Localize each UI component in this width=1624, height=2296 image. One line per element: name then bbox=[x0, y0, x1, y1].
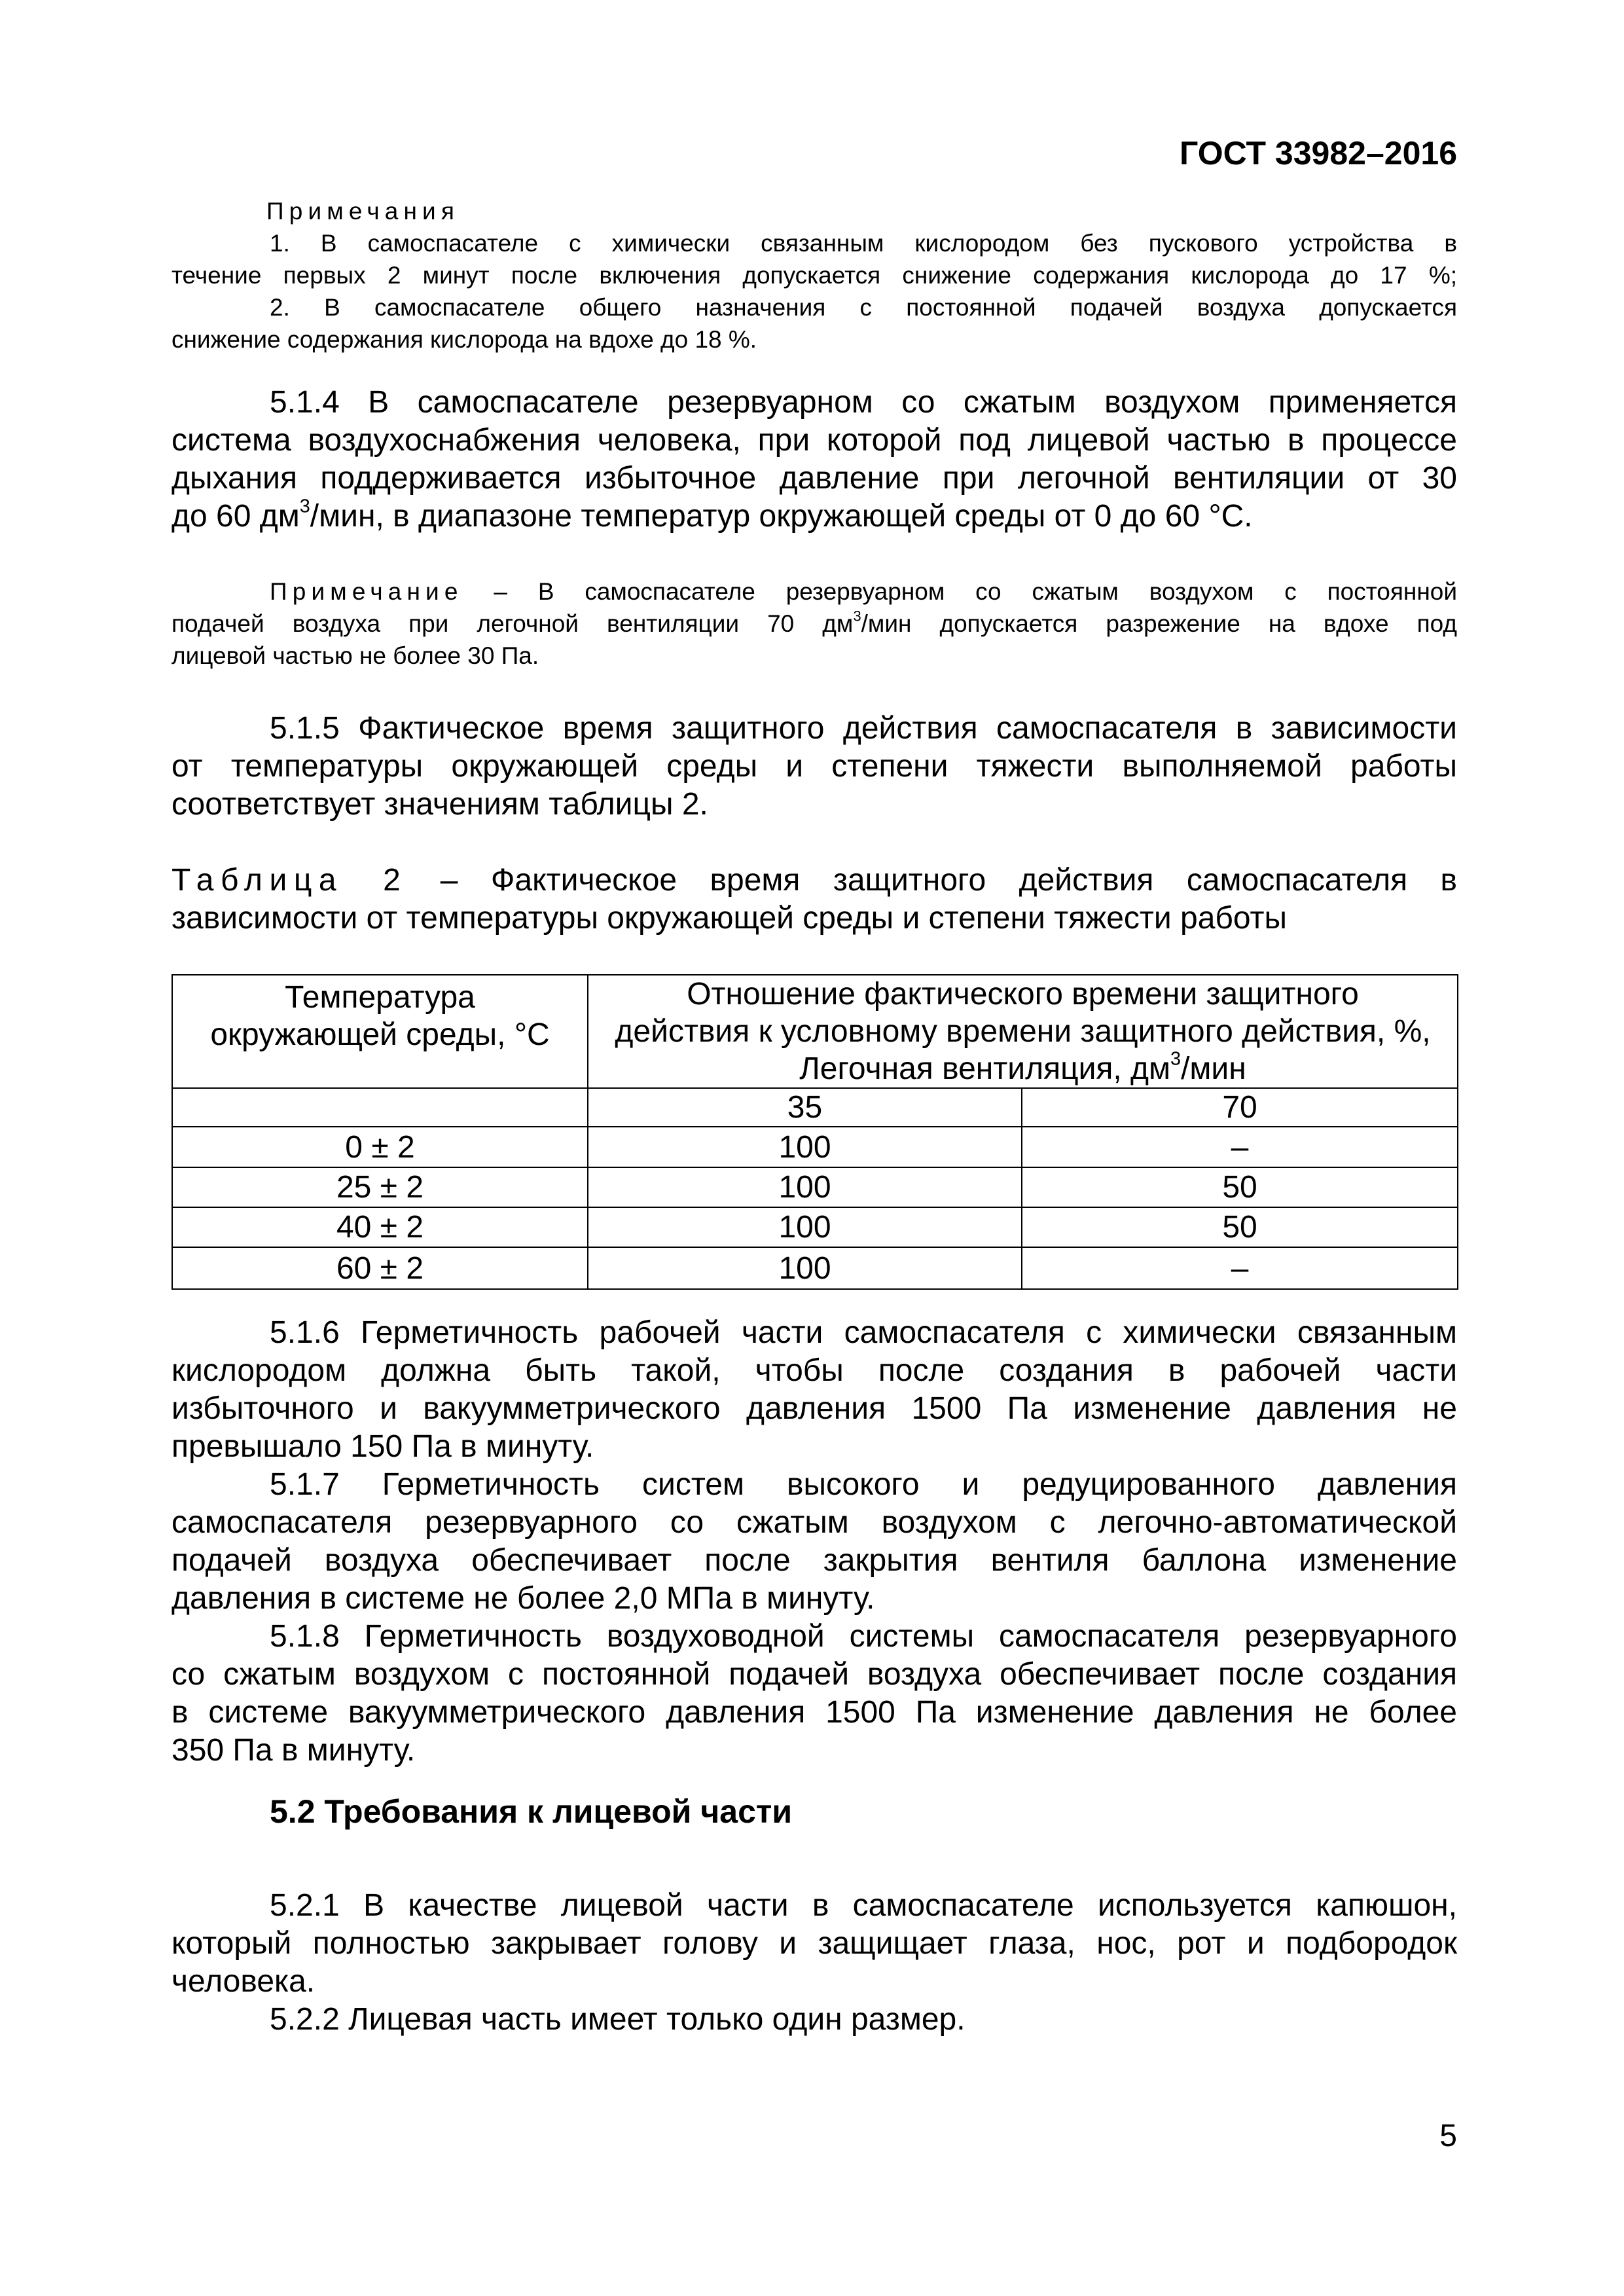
note2-line-2: подачей воздуха при легочной вентиляции 70 $дм^3$/мин допускается разрежение на вдохе под bbox=[171, 608, 1457, 637]
ratio-group-header: Отношение фактического времени защитного действия к условному времени защитного действия, %, Легочная вентиляция, $дм^3$/мин bbox=[588, 975, 1458, 1088]
table-2 bbox=[171, 974, 1458, 1290]
empty-cell bbox=[172, 1088, 588, 1127]
p521-line-3: человека. bbox=[171, 1964, 316, 1999]
value-70-cell: – bbox=[1022, 1127, 1458, 1167]
value-70-cell: – bbox=[1022, 1247, 1458, 1289]
note2-line-1: Примечание – В самоспасателе резервуарном со сжатым воздухом с постоянной bbox=[270, 578, 1457, 605]
paragraphs-5-1-6-to-5-1-8 bbox=[171, 1314, 1457, 1770]
value-70-cell: 50 bbox=[1022, 1167, 1458, 1207]
table-row bbox=[172, 1127, 1458, 1167]
p517-line-1: 5.1.7 Герметичность систем высокого и редуцированного давления bbox=[270, 1467, 1457, 1502]
p518-line-4: 350 Па в минуту. bbox=[171, 1733, 416, 1768]
table-header-row bbox=[172, 975, 1458, 1088]
p514-line-1: 5.1.4 В самоспасателе резервуарном со сжатым воздухом применяется bbox=[270, 385, 1457, 420]
note-2-line-2: снижение содержания кислорода на вдохе до 18 %. bbox=[171, 326, 757, 353]
p516-line-3: избыточного и вакуумметрического давления 1500 Па изменение давления не bbox=[171, 1391, 1457, 1426]
value-35-cell: 100 bbox=[588, 1127, 1022, 1167]
col-temperature-header: Температура окружающей среды, °С bbox=[172, 975, 588, 1088]
note2-line-3: лицевой частью не более 30 Па. bbox=[171, 642, 539, 669]
p522-line: 5.2.2 Лицевая часть имеет только один размер. bbox=[270, 2002, 965, 2037]
note-block-2 bbox=[171, 575, 1457, 672]
p516-line-4: превышало 150 Па в минуту. bbox=[171, 1429, 594, 1464]
p515-line-3: соответствует значениям таблицы 2. bbox=[171, 787, 708, 822]
document-code-header: ГОСТ 33982–2016 bbox=[1180, 135, 1457, 172]
temp-cell: 60 ± 2 bbox=[172, 1247, 588, 1289]
p516-line-1: 5.1.6 Герметичность рабочей части самоспасателя с химически связанным bbox=[270, 1315, 1457, 1350]
note-1-line-1: 1. В самоспасателе с химически связанным кислородом без пускового устройства в bbox=[270, 230, 1457, 257]
temp-cell: 25 ± 2 bbox=[172, 1167, 588, 1207]
p514-line-4: до 60 $дм^3$/мин, в диапазоне температур окружающей среды от 0 до 60 °С. bbox=[171, 496, 1253, 534]
p521-line-2: который полностью закрывает голову и защищает глаза, нос, рот и подбородок bbox=[171, 1926, 1457, 1961]
table-row bbox=[172, 1247, 1458, 1289]
caption-label: Таблица 2 bbox=[171, 863, 408, 898]
value-35-cell: 100 bbox=[588, 1207, 1022, 1247]
subheader-35: 35 bbox=[588, 1088, 1022, 1127]
paragraph-5-1-5 bbox=[171, 710, 1457, 824]
value-70-cell: 50 bbox=[1022, 1207, 1458, 1247]
note-1-line-2: течение первых 2 минут после включения допускается снижение содержания кислорода до 17 %; bbox=[171, 262, 1457, 289]
temp-cell: 40 ± 2 bbox=[172, 1207, 588, 1247]
table-subheader-row bbox=[172, 1088, 1458, 1127]
p514-line-3: дыхания поддерживается избыточное давление при легочной вентиляции от 30 bbox=[171, 461, 1457, 496]
p515-line-1: 5.1.5 Фактическое время защитного действия самоспасателя в зависимости bbox=[270, 711, 1457, 746]
table-row bbox=[172, 1207, 1458, 1247]
p521-line-1: 5.2.1 В качестве лицевой части в самоспасателе используется капюшон, bbox=[270, 1888, 1457, 1923]
section-5-2-title: 5.2 Требования к лицевой части bbox=[270, 1793, 793, 1830]
caption-line-2: зависимости от температуры окружающей среды и степени тяжести работы bbox=[171, 901, 1288, 936]
p514-line-2: система воздухоснабжения человека, при которой под лицевой частью в процессе bbox=[171, 423, 1457, 458]
temp-cell: 0 ± 2 bbox=[172, 1127, 588, 1167]
p517-line-2: самоспасателя резервуарного со сжатым воздухом с легочно-автоматической bbox=[171, 1505, 1457, 1540]
notes-title: Примечания bbox=[266, 198, 460, 225]
note-2-line-1: 2. В самоспасателе общего назначения с постоянной подачей воздуха допускается bbox=[270, 294, 1457, 321]
p518-line-2: со сжатым воздухом с постоянной подачей воздуха обеспечивает после создания bbox=[171, 1657, 1457, 1692]
p518-line-1: 5.1.8 Герметичность воздуховодной системы самоспасателя резервуарного bbox=[270, 1619, 1457, 1654]
p515-line-2: от температуры окружающей среды и степени тяжести выполняемой работы bbox=[171, 749, 1457, 784]
section-5-2-body bbox=[171, 1887, 1457, 2039]
notes-block bbox=[171, 195, 1457, 355]
p517-line-3: подачей воздуха обеспечивает после закрытия вентиля баллона изменение bbox=[171, 1543, 1457, 1578]
table-2-caption bbox=[171, 862, 1457, 938]
p517-line-4: давления в системе не более 2,0 МПа в минуту. bbox=[171, 1581, 875, 1616]
page-number: 5 bbox=[1439, 2119, 1457, 2153]
value-35-cell: 100 bbox=[588, 1247, 1022, 1289]
p518-line-3: в системе вакуумметрического давления 1500 Па изменение давления не более bbox=[171, 1695, 1457, 1730]
subheader-70: 70 bbox=[1022, 1088, 1458, 1127]
note2-label: Примечание bbox=[270, 578, 463, 605]
value-35-cell: 100 bbox=[588, 1167, 1022, 1207]
table-row bbox=[172, 1167, 1458, 1207]
caption-line-1: Таблица 2 – Фактическое время защитного действия самоспасателя в bbox=[171, 863, 1458, 898]
p516-line-2: кислородом должна быть такой, чтобы после создания в рабочей части bbox=[171, 1353, 1457, 1388]
paragraph-5-1-4 bbox=[171, 384, 1457, 536]
